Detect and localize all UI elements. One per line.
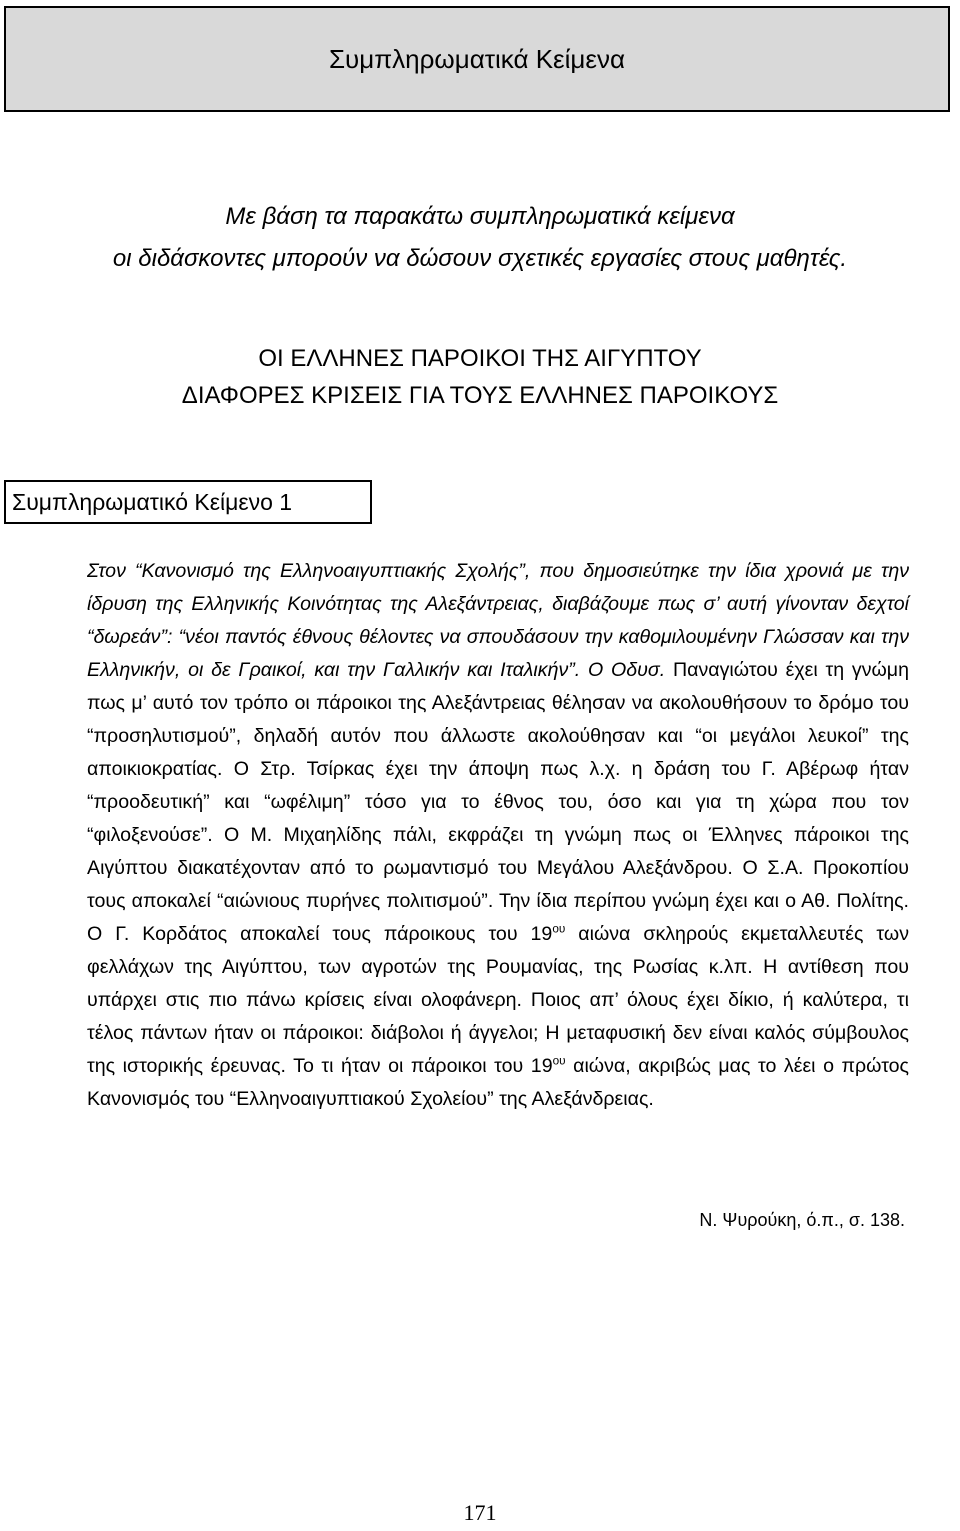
- body-part-4: αιώνα σκληρούς εκμεταλλευτές των φελλάχων της Αιγύπτου, των αγροτών της Ρουμανίας, της Ρωσίας κ.λπ. Η αντίθεση που υπάρχει στις πιο πάνω κρίσεις είναι ολοφάνερη. Ποιος απ’ όλους έχει δίκιο, ή καλύτερα, τι τέλος πάντων ήταν οι πάροικοι: διάβολοι ή άγγελοι; Η μεταφυσική δεν είναι καλός σύμβουλος της ιστορικής έρευνας. Το τι ήταν οι πάροικοι του 19: [87, 923, 909, 1077]
- body-italic-part-2: Ο Οδυσ.: [580, 659, 673, 681]
- topic-heading: [0, 340, 960, 414]
- body-italic-part: Στον “Κανονισμό της Ελληνοαιγυπτιακής Σχολής”, που δημοσιεύτηκε την ίδια χρονιά με την ίδρυση της Ελληνικής Κοινότητας της Αλεξάντρειας, διαβάζουμε πως σ’ αυτή γίνονταν δεχτοί “δωρεάν”: “νέοι παντός έθνους θέλοντες να σπουδάσουν την καθομιλουμένην Γλώσσαν και την Ελληνικήν, οι δε Γραικοί, και την Γαλλικήν και Ιταλικήν”.: [87, 560, 909, 681]
- topic-heading-line-1: ΟΙ ΕΛΛΗΝΕΣ ΠΑΡΟΙΚΟΙ ΤΗΣ ΑΙΓΥΠΤΟΥ: [258, 345, 702, 372]
- ordinal-superscript-1: ου: [552, 922, 566, 936]
- citation: Ν. Ψυρούκη, ό.π., σ. 138.: [699, 1210, 905, 1230]
- body-paragraph: [87, 555, 909, 1116]
- supplementary-text-label: Συμπληρωματικό Κείμενο 1: [12, 488, 293, 515]
- section-title: Συμπληρωματικά Κείμενα: [328, 43, 626, 74]
- body-part-3: Παναγιώτου έχει τη γνώμη πως μ’ αυτό τον τρόπο οι πάροικοι της Αλεξάντρειας θέλησαν να ακολουθήσουν το δρόμο του “προσηλυτισμού”, δηλαδή αυτόν που άλλωστε ακολούθησαν και “οι μεγάλοι λευκοί” της αποικιοκρατίας. Ο Στρ. Τσίρκας έχει την άποψη πως λ.χ. η δράση του Γ. Αβέρωφ ήταν “προοδευτική” και “ωφέλιμη” τόσο για το έθνος του, όσο και για τη χώρα που τον “φιλοξενούσε”. Ο Μ. Μιχαηλίδης πάλι, εκφράζει τη γνώμη πως οι Έλληνες πάροικοι της Αιγύπτου διακατέχονταν από το ρωμαντισμό του Μεγάλου Αλεξάνδρου. Ο Σ.Α. Προκοπίου τους αποκαλεί “αιώνιους πυρήνες πολιτισμού”. Την ίδια περίπου γνώμη έχει και ο Αθ. Πολίτης. Ο Γ. Κορδάτος αποκαλεί τους πάροικους του 19: [87, 659, 909, 945]
- intro-line-2: οι διδάσκοντες μπορούν να δώσουν σχετικές εργασίες στους μαθητές.: [112, 245, 848, 272]
- intro-line-1: Με βάση τα παρακάτω συμπληρωματικά κείμενα: [225, 203, 735, 230]
- intro-text: [0, 196, 960, 280]
- ordinal-superscript-2: ου: [552, 1054, 566, 1068]
- supplementary-text-label-box: [4, 480, 372, 524]
- page-number: 171: [463, 1500, 497, 1525]
- topic-heading-line-2: ΔΙΑΦΟΡΕΣ ΚΡΙΣΕΙΣ ΓΙΑ ΤΟΥΣ ΕΛΛΗΝΕΣ ΠΑΡΟΙΚΟΥΣ: [181, 382, 779, 409]
- section-title-box: [4, 6, 950, 112]
- body-part-5: αιώνα, ακριβώς μας το λέει ο πρώτος Κανονισμός του “Ελληνοαιγυπτιακού Σχολείου” της Αλεξάνδρειας.: [87, 1055, 910, 1110]
